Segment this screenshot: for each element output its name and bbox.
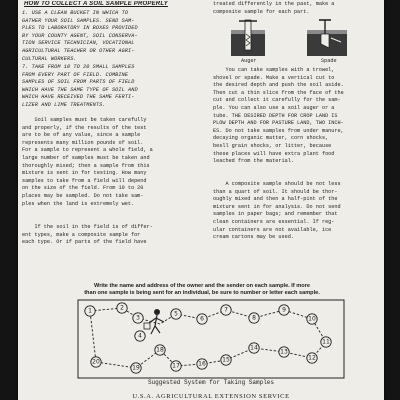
composite-sample-paragraph: A composite sample should be not less than a quart of soil. It should be thor- oughly mixed and then a half-pint of the mixture sent in for analysis. Do not send samples in paper bags; and remember that clean containers are essential. If reg- ular containers are not available, ice cream cartons may be used. — [213, 181, 341, 241]
field-types-paragraph: If the soil in the field is of differ- ent types, make a composite sample for each type. Or if parts of the field have — [22, 224, 153, 246]
sample-point-label: 15 — [222, 356, 230, 364]
sample-point-label: 7 — [224, 306, 228, 314]
sample-point-label: 13 — [280, 348, 288, 356]
sample-point-label: 1 — [88, 307, 92, 315]
step-7-text: 7. TAKE FROM 10 TO 20 SMALL SAMPLES FROM EVERY PART OF FIELD. COMBINE SAMPLES OF SOIL FROM PARTS OF FIELD WHICH HAVE THE SAME TYPE OF SOIL AND WHICH HAVE RECEIVED THE SAME FERTI- LIZER AND LIME TREATMENTS. — [22, 64, 138, 108]
sample-point-label: 14 — [250, 344, 258, 352]
sample-point-label: 16 — [198, 360, 206, 368]
auger-spade-illustration — [219, 18, 369, 58]
sample-point-label: 9 — [282, 306, 286, 314]
sample-point-label: 8 — [252, 314, 256, 322]
spade-drawing — [307, 20, 347, 56]
sample-point-label: 20 — [92, 358, 100, 366]
sample-point-label: 5 — [174, 310, 178, 318]
treated-parts-paragraph: treated differently in the past, make a composite sample for each part. — [213, 1, 335, 15]
sample-point-label: 6 — [200, 315, 204, 323]
publisher-footer: U.S.A. AGRICULTURAL EXTENSION SERVICE — [132, 393, 290, 400]
sample-point-label: 18 — [156, 346, 164, 354]
sampling-route — [90, 308, 326, 368]
soil-sampling-paragraph: Soil samples must be taken carefully and properly, if the results of the test are to be of any value, since a sample represents many million pounds of soil. For a sample to represent a whole field, a large number of samples must be taken and thoroughly mixed; then a sample from this mixture is sent in for testing. How many samples to take from a field will depend on the size of the field. From 10 to 20 places may be sampled. Do not take sam- ples when the land is extremely wet. — [22, 117, 153, 207]
sample-point-label: 11 — [322, 338, 330, 346]
auger-drawing — [231, 20, 265, 56]
auger-label: Auger — [241, 58, 257, 64]
diagram-caption: Suggested System for Taking Samples — [147, 379, 275, 386]
document-page — [18, 0, 384, 400]
step-1-text: 1. USE A CLEAN BUCKET IN WHICH TO GATHER YOUR SOIL SAMPLES. SEND SAM- PLES TO LABORATORY IN BOXES PROVIDED BY YOUR COUNTY AGENT, SOIL CONSERVA- TION SERVICE TECHNICIAN, VOCATIONAL AGRICULTURAL TEACHER OR OTHER AGRI- CULTURAL WORKERS. — [22, 10, 138, 62]
section-heading: HOW TO COLLECT A SOIL SAMPLE PROPERLY — [24, 1, 168, 7]
sampling-path-diagram — [76, 298, 346, 380]
farmer-figure — [144, 309, 164, 334]
spade-label: Spade — [321, 58, 337, 64]
sample-point-label: 10 — [308, 315, 316, 323]
sample-point-label: 12 — [308, 354, 316, 362]
sample-point-label: 19 — [132, 364, 140, 372]
sample-point-label: 2 — [120, 304, 124, 312]
sample-point-label: 17 — [172, 362, 180, 370]
labeling-instruction: Write the name and address of the owner and the sender on each sample. If more than one sample is being sent for an individual, be sure to number or letter each sample. — [84, 283, 320, 296]
sample-point-label: 3 — [136, 314, 140, 322]
sample-point-label: 4 — [138, 332, 142, 340]
sampling-method-paragraph: You can take samples with a trowel, shovel or spade. Make a vertical cut to the desired depth and push the soil aside. Then cut a thin slice from the face of the cut and collect it carefully for the sam- ple. You can also use a soil auger or a tube. THE DESIRED DEPTH FOR CROP LAND IS PLOW DEPTH AND FOR PASTURE LAND, TWO INCH- ES. Do not take samples from under manure, decaying organic matter, corn shocks, besll grain shocks, or litter, because these places will have extra plant food leached from the material. — [213, 67, 344, 165]
